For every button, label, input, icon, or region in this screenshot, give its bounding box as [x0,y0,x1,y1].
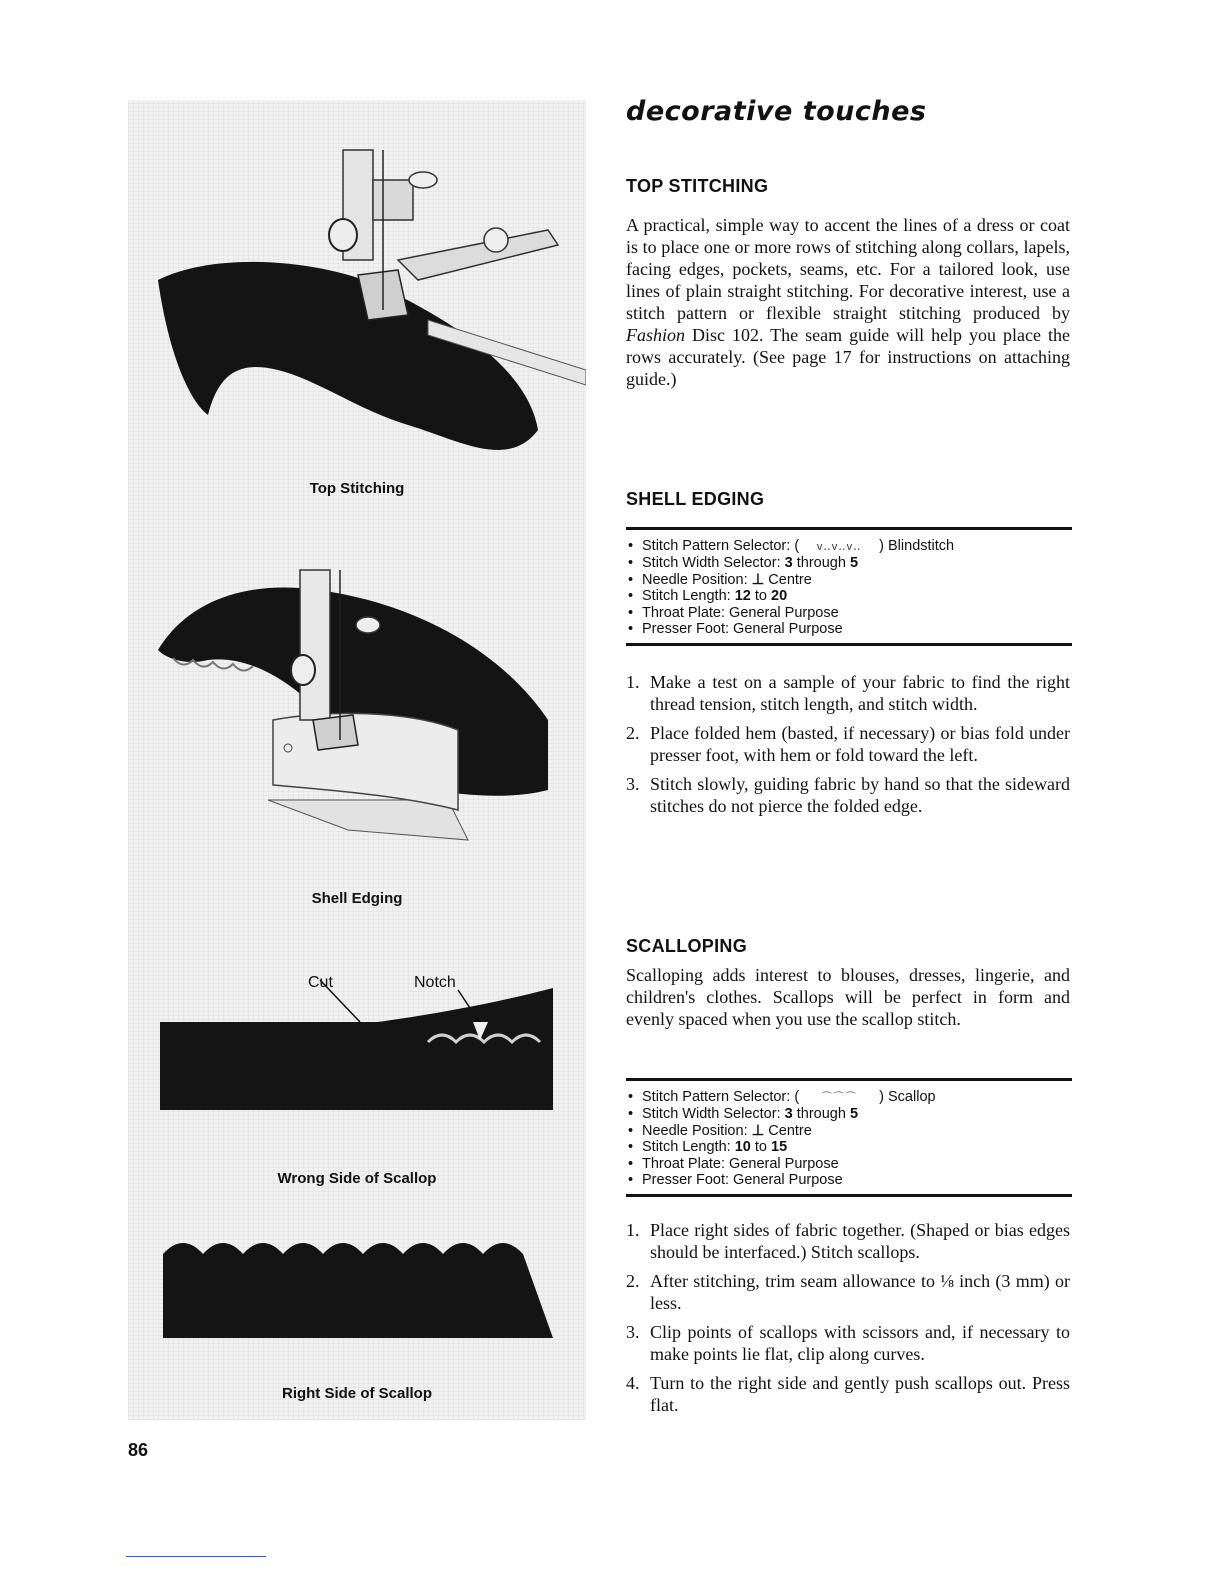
top-stitching-caption: Top Stitching [309,480,405,497]
fashion-disc-name: Fashion [626,325,686,345]
shell-presser-foot-setting: • Presser Foot: General Purpose [626,621,1072,637]
shell-step: 2. Place folded hem (basted, if necessary) or bias fold under presser foot, with hem or fold toward the left. [626,723,1070,765]
top-stitching-body-2: Disc 102. The seam guide will help you place the rows accurately. (See page 17 for instructions on attaching guide.) [626,325,1070,389]
page-title: decorative touches [626,96,927,127]
scallop-step: 1. Place right sides of fabric together. (Shaped or bias edges should be interfaced.) Stitch scallops. [626,1220,1070,1262]
wrong-side-caption: Wrong Side of Scallop [277,1170,437,1187]
top-stitching-body [626,214,1070,390]
footer-rule [126,1556,266,1557]
needle-centre-icon: ⊥ [751,1122,765,1139]
scalloping-steps [626,1220,1070,1424]
shell-edging-settings [626,527,1072,646]
needle-centre-icon: ⊥ [751,571,765,588]
scallop-throat-plate-setting: • Throat Plate: General Purpose [626,1156,1072,1172]
scallop-pattern-setting: • Stitch Pattern Selector: ( ⌒⌒⌒ ) Scallop [626,1089,1072,1106]
shell-edging-illustration [128,560,586,890]
shell-step: 3. Stitch slowly, guiding fabric by hand so that the sideward stitches do not pierce the folded edge. [626,774,1070,816]
scalloping-body: Scalloping adds interest to blouses, dresses, lingerie, and children's clothes. Scallops will be perfect in form and evenly spaced when you use the scallop stitch. [626,965,1070,1029]
top-stitching-illustration [128,140,586,480]
shell-step: 1. Make a test on a sample of your fabric to find the right thread tension, stitch length, and stitch width. [626,672,1070,714]
shell-length-setting: • Stitch Length: 12 to 20 [626,588,1072,604]
scallop-step: 4. Turn to the right side and gently push scallops out. Press flat. [626,1373,1070,1415]
top-stitching-heading: TOP STITCHING [626,176,769,196]
scallop-needle-setting: • Needle Position: ⊥ Centre [626,1123,1072,1139]
shell-needle-setting: • Needle Position: ⊥ Centre [626,572,1072,588]
scalloping-heading: SCALLOPING [626,936,748,956]
shell-throat-plate-setting: • Throat Plate: General Purpose [626,605,1072,621]
right-side-scallop-illustration [128,1220,586,1350]
right-side-caption: Right Side of Scallop [281,1385,432,1402]
wrong-side-scallop-illustration [128,960,586,1120]
scallop-length-setting: • Stitch Length: 10 to 15 [626,1139,1072,1155]
scallop-step: 3. Clip points of scallops with scissors and, if necessary to make points lie flat, clip along curves. [626,1322,1070,1364]
scallop-presser-foot-setting: • Presser Foot: General Purpose [626,1172,1072,1188]
cut-label: Cut [308,974,333,991]
notch-label: Notch [414,974,456,991]
scallop-step: 2. After stitching, trim seam allowance to ⅛ inch (3 mm) or less. [626,1271,1070,1313]
shell-edging-steps [626,672,1070,825]
scallop-stitch-icon: ⌒⌒⌒ [821,1092,858,1104]
page-number: 86 [128,1440,149,1460]
shell-edging-heading: SHELL EDGING [626,489,765,509]
scallop-width-setting: • Stitch Width Selector: 3 through 5 [626,1106,1072,1122]
blindstitch-icon: v‥v‥v‥ [816,541,862,553]
shell-width-setting: • Stitch Width Selector: 3 through 5 [626,555,1072,571]
top-stitching-body-1: A practical, simple way to accent the lines of a dress or coat is to place one or more rows of stitching along collars, lapels, facing edges, pockets, seams, etc. For a tailored look, use lines of plain straight stitching. For decorative interest, use a stitch pattern or flexible straight stitching produced by [626,215,1070,323]
shell-pattern-setting: • Stitch Pattern Selector: ( v‥v‥v‥ ) Blindstitch [626,538,1072,555]
illustration-column [128,100,586,1420]
scalloping-settings [626,1078,1072,1197]
shell-edging-caption: Shell Edging [311,890,403,907]
